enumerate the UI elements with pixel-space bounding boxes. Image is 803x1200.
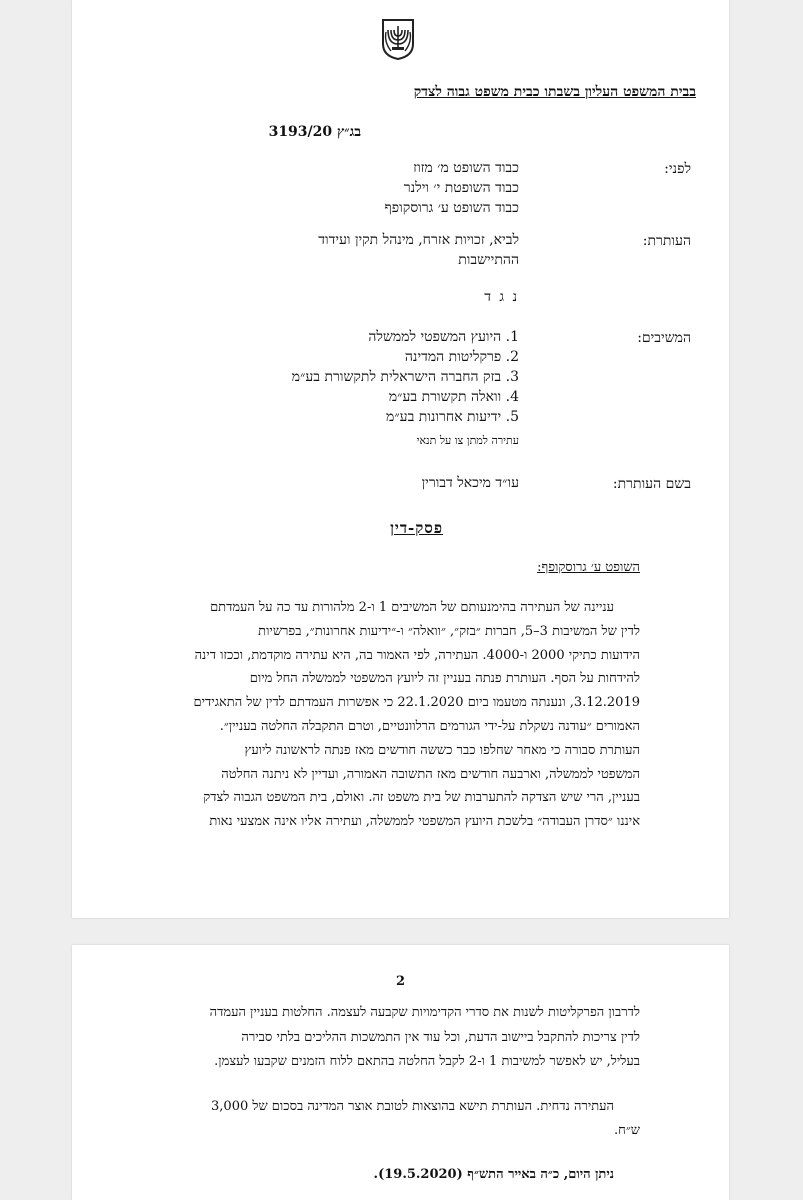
document-page-1 bbox=[72, 0, 729, 918]
judges-list bbox=[385, 158, 519, 218]
judge-line: כבוד השופטת י׳ וילנר bbox=[403, 180, 519, 196]
paragraph-line: איננו ״סדרן העבודה״ בלשכת היועץ המשפטי לממשלה, ועתירה אליו אינה אמצעי נאות bbox=[209, 814, 640, 830]
paragraph-line: המשפטי לממשלה, וארבעה חודשים מאז התשובה האמורה, ועדיין לא ניתנה החלטה bbox=[221, 766, 640, 782]
versus-label: נ ג ד bbox=[484, 289, 519, 305]
respondents-list bbox=[292, 327, 519, 427]
judge-byline: השופט ע׳ גרוסקופף: bbox=[537, 560, 640, 575]
respondents-label: המשיבים: bbox=[637, 330, 691, 346]
paragraph-line: הידועות כתיקי 2000 ו-4000. העתירה, לפי האמור בה, היא עתירה מוקדמת, וככזו דינה bbox=[194, 647, 640, 663]
petitioner-line: לביא, זכויות אזרח, מינהל תקין ועידוד bbox=[318, 232, 519, 248]
counsel-name: עו״ד מיכאל דבורין bbox=[421, 475, 519, 491]
respondent-item: 3. בזק החברה הישראלית לתקשורת בע״מ bbox=[291, 369, 519, 385]
counsel-label: בשם העותרת: bbox=[612, 476, 691, 492]
respondent-item: 2. פרקליטות המדינה bbox=[404, 349, 519, 365]
paragraph-line: האמורים ״עודנה נשקלת על-ידי הגורמים הרלוונטיים, וטרם התקבלה החלטה בעניין״. bbox=[219, 718, 640, 734]
dismissal-paragraph bbox=[153, 1095, 640, 1143]
petitioner-label: העותרת: bbox=[642, 233, 691, 249]
case-number bbox=[269, 124, 361, 141]
paragraph-line: לדין צריכות להתקבל ביישוב הדעת, וכל עוד אין התמשכות ההליכים בלתי סבירה bbox=[241, 1029, 640, 1045]
court-header: בבית המשפט העליון בשבתו כבית משפט גבוה לצדק bbox=[413, 84, 696, 100]
paragraph-line: לדין של המשיבות 3–5, חברות ״בזק״, ״וואלה״ ו-״ידיעות אחרונות״, בפרשיות bbox=[258, 623, 640, 639]
paragraph-line: העתירה נדחית. העותרת תישא בהוצאות לטובת אוצר המדינה בסכום של 3,000 bbox=[211, 1099, 614, 1114]
judge-line: כבוד השופט מ׳ מזוז bbox=[413, 160, 519, 176]
respondent-item: 5. ידיעות אחרונות בע״מ bbox=[386, 409, 519, 425]
petitioner-name bbox=[318, 230, 519, 270]
paragraph-line: להידחות על הסף. העותרת פנתה בעניין זה ליועץ המשפטי לממשלה החל מיום bbox=[249, 671, 640, 687]
paragraph-line: בעליל, יש לאפשר למשיבות 1 ו-2 לקבל החלטה בהתאם ללוח הזמנים שקבעו לעצמן. bbox=[214, 1054, 640, 1069]
petition-type: עתירה למתן צו על תנאי bbox=[416, 434, 519, 447]
paragraph-line: עניינה של העתירה בהימנעותם של המשיבים 1 ו-2 מלהורות עד כה על העמדתם bbox=[210, 600, 614, 615]
state-emblem-icon bbox=[379, 18, 417, 60]
given-date: ניתן היום, כ״ה באייר התש״ף (19.5.2020). bbox=[373, 1167, 614, 1182]
paragraph-line: ש״ח. bbox=[614, 1123, 640, 1138]
petitioner-line: ההתיישבות bbox=[458, 252, 519, 268]
ruling-paragraph-2 bbox=[153, 1001, 640, 1075]
paragraph-line: 3.12.2019, ונענתה מטעמו ביום 22.1.2020 כי אפשרות העמדתם לדין של התאגידים bbox=[193, 695, 640, 711]
respondent-item: 4. וואלה תקשורת בע״מ bbox=[388, 389, 519, 405]
judge-line: כבוד השופט ע׳ גרוסקופף bbox=[384, 200, 519, 216]
before-label: לפני: bbox=[664, 161, 691, 177]
respondent-item: 1. היועץ המשפטי לממשלה bbox=[368, 329, 519, 345]
case-prefix: בג״ץ bbox=[337, 124, 361, 140]
ruling-title: פסק-דין bbox=[390, 519, 443, 537]
page-number: 2 bbox=[395, 974, 405, 989]
case-number-value: 3193/20 bbox=[268, 124, 333, 140]
paragraph-line: העותרת סבורה כי מאחר שחלפו כבר כששה חודשים מאז פנתה לראשונה ליועץ bbox=[244, 742, 640, 758]
paragraph-line: בעניין, הרי שיש הצדקה להתערבות של בית משפט זה. ואולם, בית המשפט הגבוה לצדק bbox=[203, 790, 640, 806]
document-page-2 bbox=[72, 945, 729, 1200]
ruling-paragraph-1 bbox=[153, 596, 640, 834]
paragraph-line: לדרבון הפרקליטות לשנות את סדרי הקדימויות שקבעה לעצמה. החלטות בעניין העמדה bbox=[209, 1005, 640, 1020]
